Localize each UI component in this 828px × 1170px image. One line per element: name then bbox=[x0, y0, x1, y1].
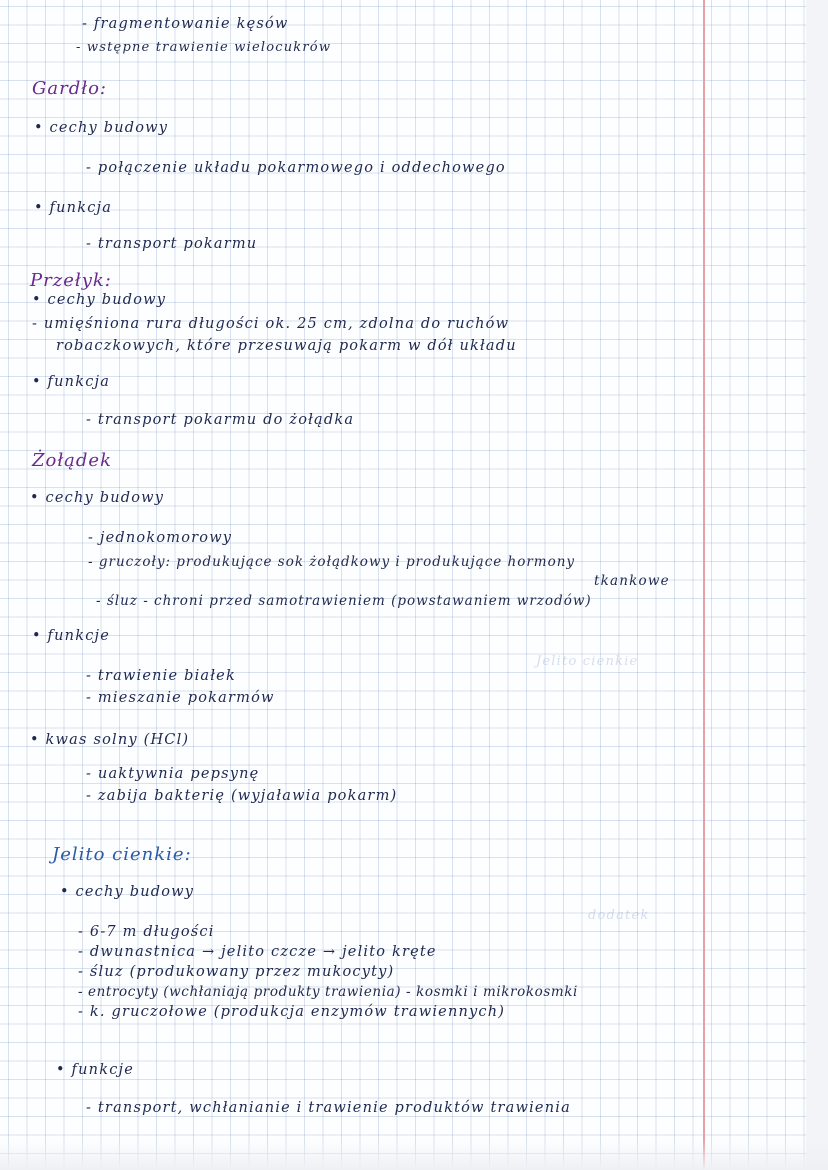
note-line: - śluz (produkowany przez mukocyty) bbox=[78, 964, 395, 980]
note-line: - transport, wchłanianie i trawienie produktów trawienia bbox=[86, 1100, 571, 1116]
note-line: - transport pokarmu do żołądka bbox=[86, 412, 355, 428]
note-line: • kwas solny (HCl) bbox=[30, 732, 190, 748]
note-line: - zabija bakterię (wyjaławia pokarm) bbox=[86, 788, 398, 804]
faint-bleed-through-text: Jelito cienkie bbox=[536, 654, 639, 669]
note-line: • cechy budowy bbox=[34, 120, 169, 136]
note-line: - uaktywnia pepsynę bbox=[86, 766, 260, 782]
note-line: - transport pokarmu bbox=[86, 236, 258, 252]
note-line: tkankowe bbox=[594, 573, 670, 589]
note-line: • funkcje bbox=[56, 1062, 134, 1078]
note-line: - jednokomorowy bbox=[88, 530, 233, 546]
note-line: - fragmentowanie kęsów bbox=[82, 16, 289, 32]
note-line: • funkcja bbox=[34, 200, 113, 216]
section-heading-przelyk: Przełyk: bbox=[30, 270, 112, 291]
note-line: - dwunastnica → jelito czcze → jelito kręte bbox=[78, 944, 437, 960]
section-heading-jelito: Jelito cienkie: bbox=[52, 844, 192, 865]
note-line: • cechy budowy bbox=[60, 884, 195, 900]
note-line: - gruczoły: produkujące sok żołądkowy i produkujące hormony bbox=[88, 554, 576, 570]
section-heading-gardlo: Gardło: bbox=[32, 78, 107, 99]
section-heading-zoladek: Żołądek bbox=[32, 450, 112, 471]
note-line: • funkcja bbox=[32, 374, 111, 390]
note-line: - śluz - chroni przed samotrawieniem (powstawaniem wrzodów) bbox=[96, 593, 592, 609]
faint-bleed-through-text: dodatek bbox=[588, 908, 650, 923]
page-edge bbox=[806, 0, 828, 1170]
note-line: - wstępne trawienie wielocukrów bbox=[76, 40, 332, 55]
note-line: - umięśniona rura długości ok. 25 cm, zdolna do ruchów bbox=[32, 316, 510, 332]
note-line: - 6-7 m długości bbox=[78, 924, 215, 940]
note-line: • cechy budowy bbox=[32, 292, 167, 308]
page-bottom-shadow bbox=[0, 1140, 828, 1170]
note-line: • cechy budowy bbox=[30, 490, 165, 506]
note-line: - mieszanie pokarmów bbox=[86, 690, 275, 706]
note-line: - połączenie układu pokarmowego i oddechowego bbox=[86, 160, 506, 176]
note-line: - trawienie białek bbox=[86, 668, 236, 684]
note-line: - k. gruczołowe (produkcja enzymów trawiennych) bbox=[78, 1004, 506, 1020]
note-line: robaczkowych, które przesuwają pokarm w dół układu bbox=[56, 338, 517, 354]
note-line: • funkcje bbox=[32, 628, 110, 644]
margin-line bbox=[703, 0, 705, 1170]
note-line: - entrocyty (wchłaniają produkty trawienia) - kosmki i mikrokosmki bbox=[78, 984, 578, 1000]
